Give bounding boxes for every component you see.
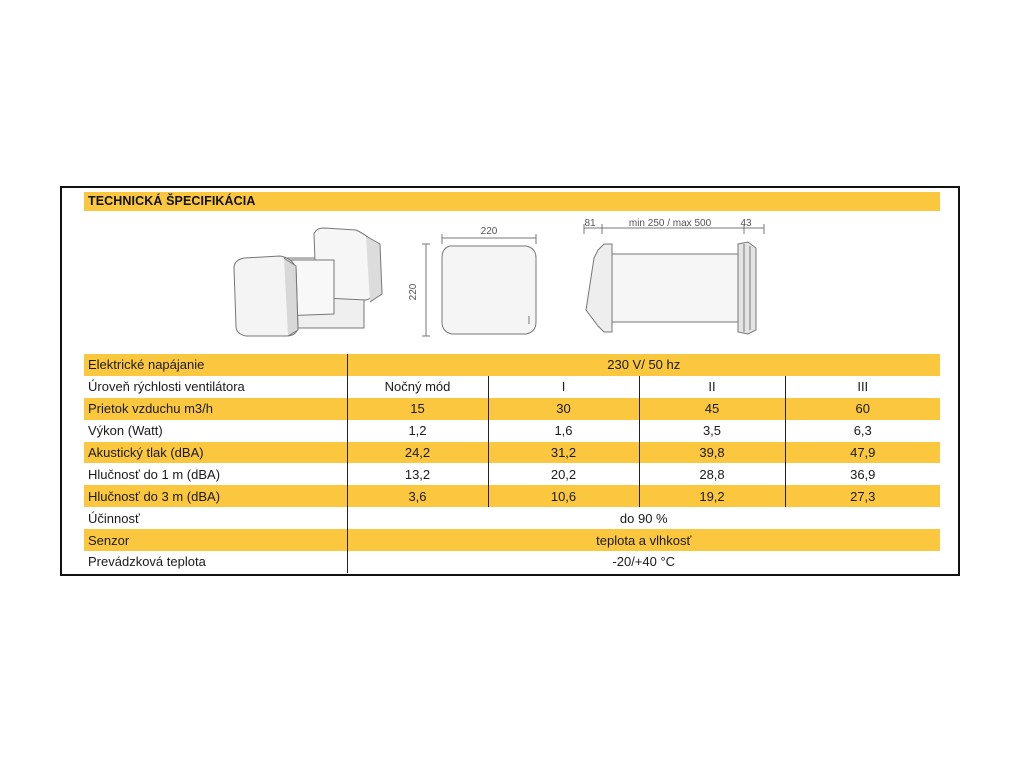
row-label: Prevádzková teplota: [88, 554, 206, 570]
row-value: teplota a vlhkosť: [347, 529, 940, 551]
cell: 28,8: [639, 463, 785, 485]
row-label: Prietok vzduchu m3/h: [84, 398, 347, 420]
side-middle-label: min 250 / max 500: [628, 218, 712, 229]
table-row: [84, 529, 940, 551]
cell: II: [639, 376, 785, 398]
cell: 20,2: [488, 463, 639, 485]
row-label: Akustický tlak (dBA): [84, 442, 347, 464]
row-label: Hlučnosť do 1 m (dBA): [88, 466, 221, 482]
row-value: do 90 %: [347, 507, 940, 529]
front-height-label: 220: [408, 283, 419, 301]
isometric-view: [234, 228, 382, 336]
title-bar: [84, 192, 940, 211]
cell: 24,2: [347, 442, 488, 464]
front-width-label: 220: [480, 226, 498, 237]
cell: 39,8: [639, 442, 785, 464]
cell: 6,3: [785, 420, 940, 442]
spec-sheet-frame: [60, 186, 960, 576]
row-label: Hlučnosť do 3 m (dBA): [84, 485, 347, 507]
side-right-label: 43: [740, 218, 752, 229]
row-label: Účinnosť: [88, 510, 140, 526]
cell: 47,9: [785, 442, 940, 464]
cell: Nočný mód: [347, 376, 488, 398]
cell: 1,6: [488, 420, 639, 442]
cell: 31,2: [488, 442, 639, 464]
cell: 3,5: [639, 420, 785, 442]
row-label: Senzor: [84, 529, 347, 551]
cell: 19,2: [639, 485, 785, 507]
side-left-label: 81: [584, 218, 596, 229]
table-row: [84, 551, 940, 573]
table-row: [84, 442, 940, 464]
table-row: [84, 398, 940, 420]
cell: 36,9: [785, 463, 940, 485]
table-row: [84, 354, 940, 376]
front-view: [422, 234, 536, 336]
spec-table: [84, 354, 940, 573]
row-label: Elektrické napájanie: [84, 354, 347, 376]
cell: 3,6: [347, 485, 488, 507]
row-label: Úroveň rýchlosti ventilátora: [88, 379, 245, 395]
table-row: [84, 420, 940, 442]
row-value: -20/+40 °C: [347, 551, 940, 573]
row-value: 230 V/ 50 hz: [347, 354, 940, 376]
cell: 15: [347, 398, 488, 420]
table-row: [84, 376, 940, 398]
product-drawings-svg: [84, 218, 940, 348]
table-row: [84, 463, 940, 485]
row-label: Výkon (Watt): [88, 423, 163, 439]
cell: 1,2: [347, 420, 488, 442]
cell: 30: [488, 398, 639, 420]
table-row: [84, 507, 940, 529]
product-drawings: [84, 218, 940, 348]
table-row: [84, 485, 940, 507]
side-view: [584, 224, 764, 334]
cell: 13,2: [347, 463, 488, 485]
cell: 10,6: [488, 485, 639, 507]
cell: 27,3: [785, 485, 940, 507]
cell: III: [785, 376, 940, 398]
cell: 45: [639, 398, 785, 420]
cell: 60: [785, 398, 940, 420]
cell: I: [488, 376, 639, 398]
spec-title: TECHNICKÁ ŠPECIFIKÁCIA: [88, 194, 256, 208]
